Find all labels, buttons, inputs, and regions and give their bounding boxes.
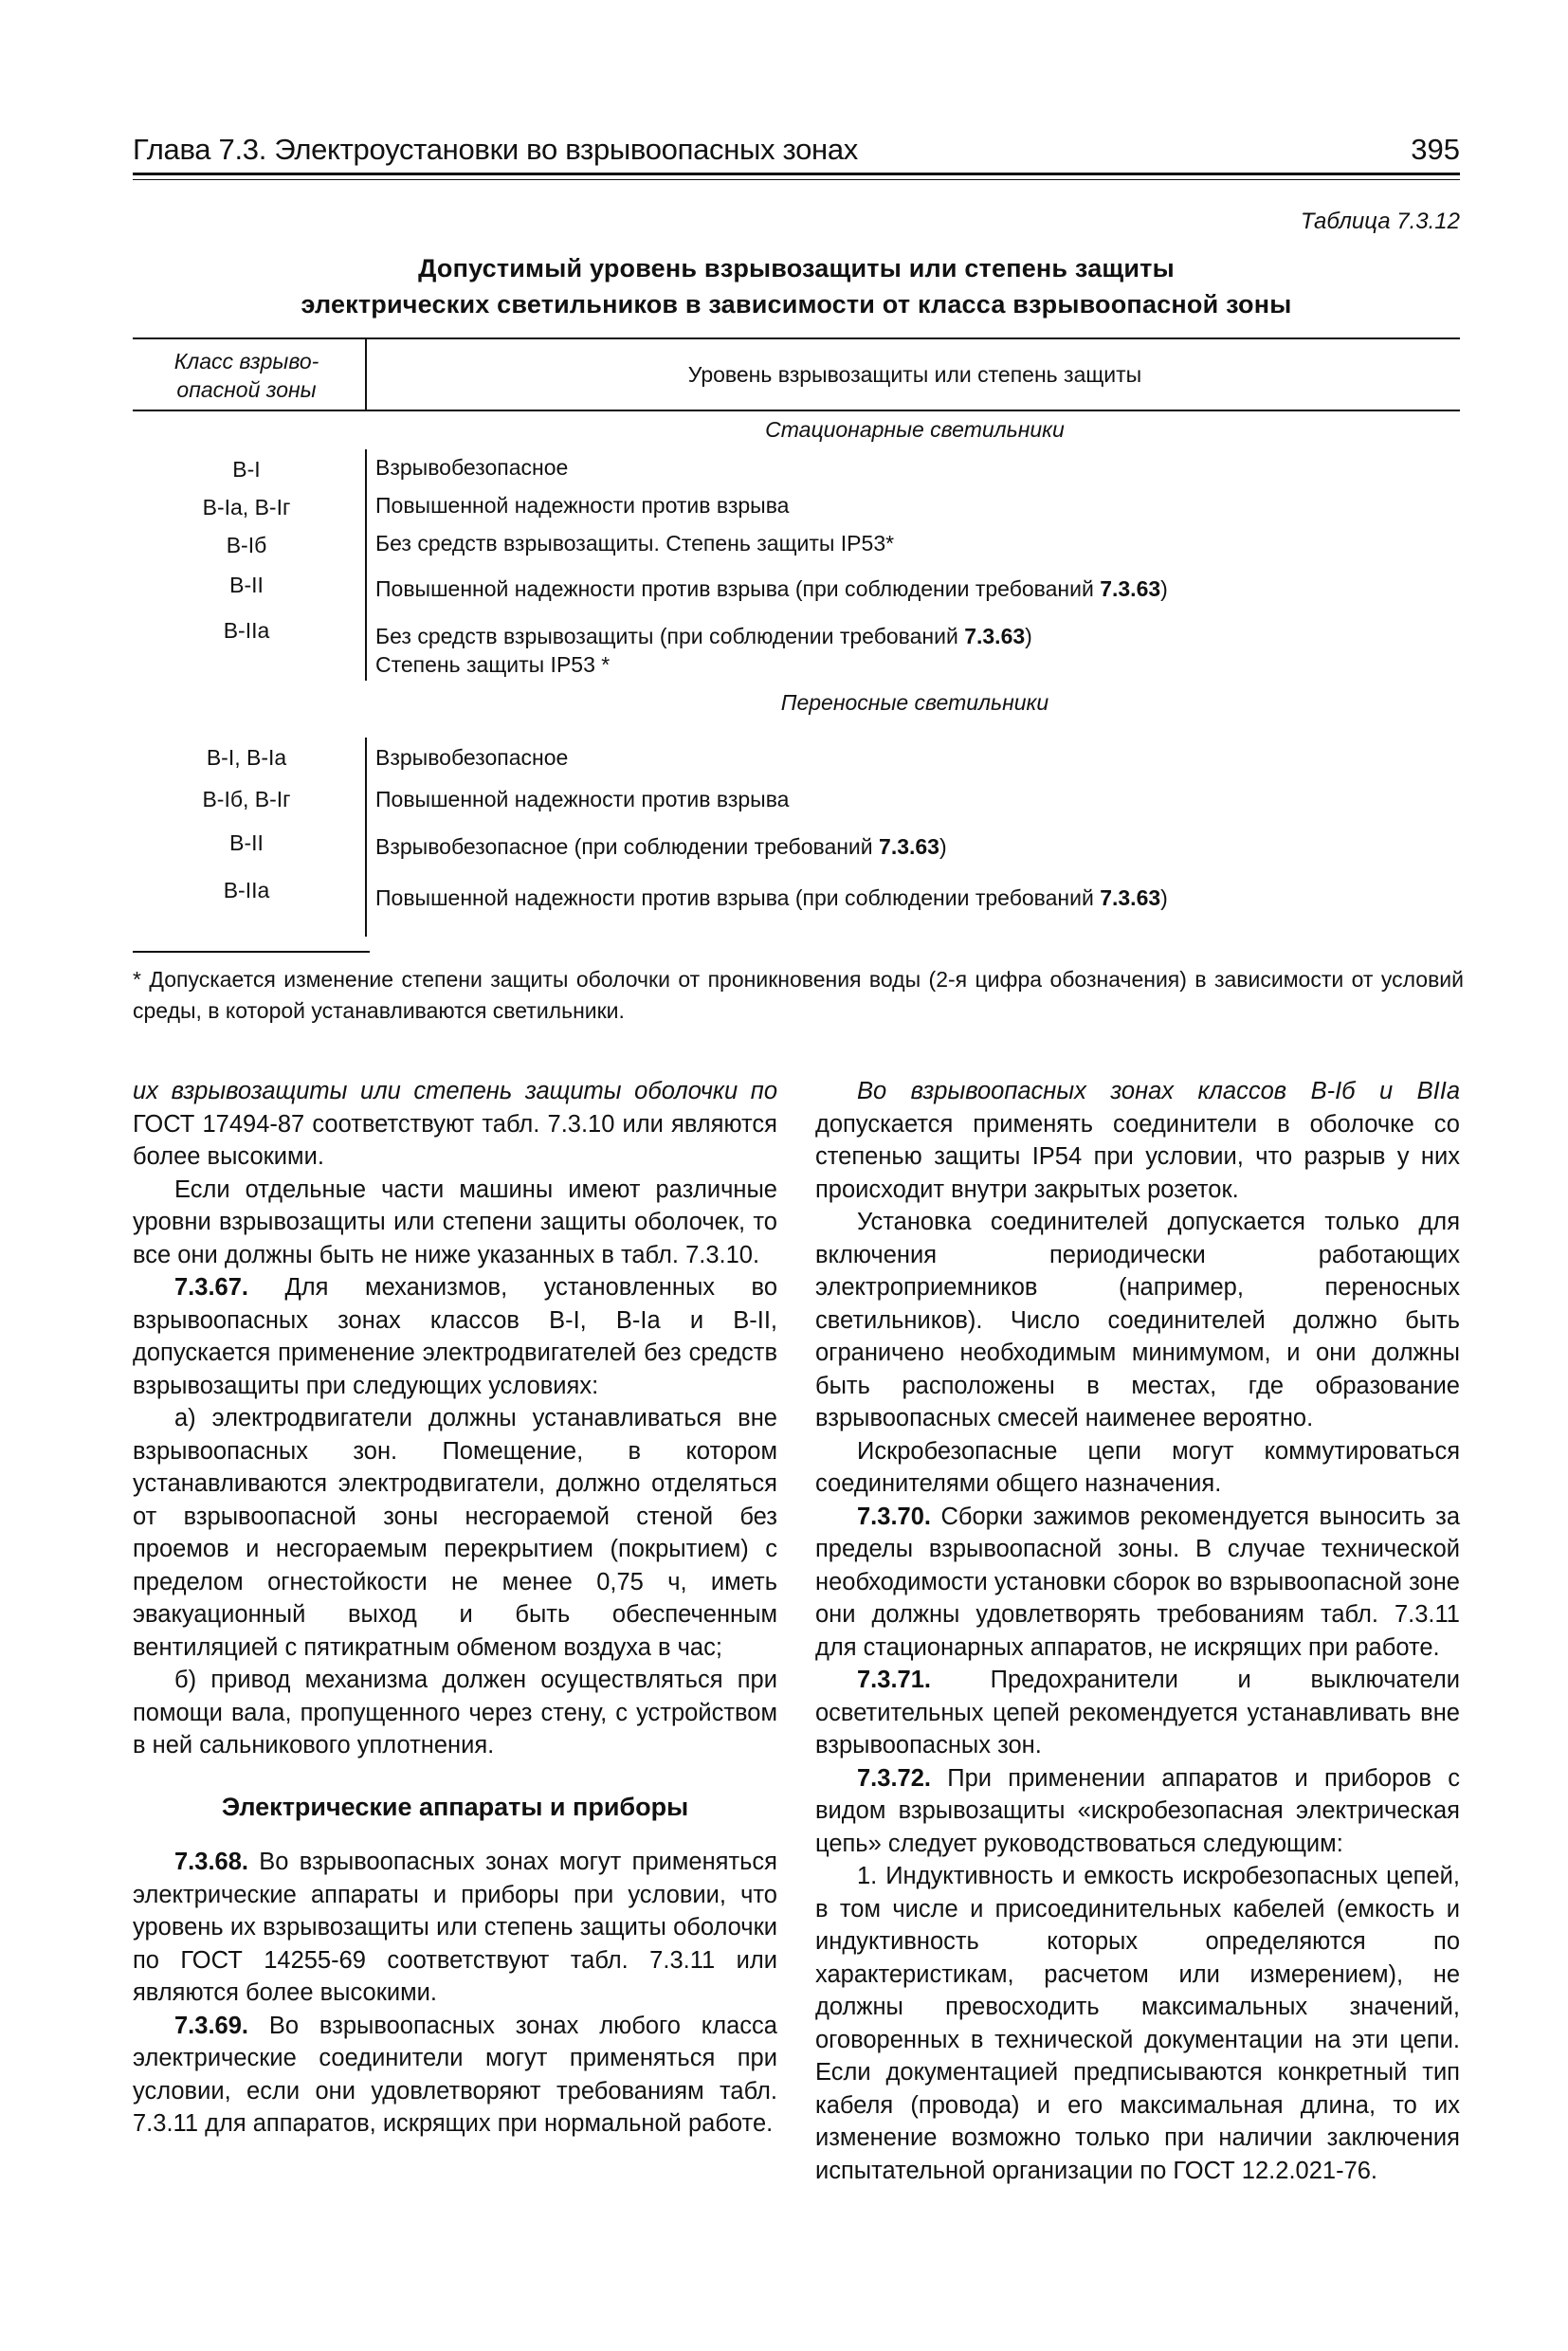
clause-number: 7.3.69. [174, 2012, 248, 2039]
table-cell-zone: В-IIа [223, 878, 270, 902]
header-rule [133, 173, 1460, 175]
table-footnote: * Допускается изменение степени защиты оболочки от проникновения воды (2-я цифра обозначения) в зависимости от условий среды, в которой устанавливаются светильники. [133, 967, 1464, 1023]
cell-text: Степень защиты IP53 * [375, 652, 611, 677]
chapter-title: Глава 7.3. Электроустановки во взрывоопасных зонах [133, 133, 858, 166]
paragraph-text: допускается применять соединители в оболочке со степенью защиты IP54 при условии, что разрыв у них происходит внутри закрытых розеток. [815, 1110, 1460, 1203]
clause-number: 7.3.70. [857, 1503, 931, 1530]
table-cell-level: Взрывобезопасное [375, 455, 569, 480]
table-cell-level: Повышенной надежности против взрыва [375, 787, 790, 811]
paragraph: Если отдельные части машины имеют различные уровни взрывозащиты или степени защиты оболочек, то все они должны быть не ниже указанных в табл. 7.3.10. [133, 1176, 777, 1268]
header-rule-thin [133, 179, 1460, 180]
paragraph [133, 2010, 777, 2141]
paragraph-text: При применении аппаратов и приборов с видом взрывозащиты «искробезопасная электрическая цепь» следует руководствоваться следующим: [815, 1764, 1460, 1857]
table-number: Таблица 7.3.12 [1300, 209, 1460, 234]
clause-number: 7.3.67. [174, 1274, 248, 1301]
paragraph [133, 1271, 777, 1402]
table-cell-level [375, 622, 1456, 679]
cell-text: ) [1025, 624, 1032, 648]
header-column-divider [365, 337, 367, 410]
protection-table [133, 337, 1460, 937]
paragraph [133, 1075, 777, 1174]
table-cell-level: Повышенной надежности против взрыва [375, 493, 790, 518]
column-header-zone-class [133, 347, 360, 404]
paragraph [815, 1762, 1460, 1861]
paragraph: а) электродвигатели должны устанавливаться вне взрывоопасных зон. Помещение, в котором устанавливаются электродвигатели, должно отделяться от взрывоопасной зоны несгораемой стеной без проемов и несгораемым перекрытием (покрытием) с пределом огнестойкости не менее 0,75 ч, иметь эвакуационный выход и быть обеспеченным вентиляцией с пятикратным обменом воздуха в час; [133, 1405, 777, 1661]
paragraph: 1. Индуктивность и емкость искробезопасных цепей, в том числе и присоединительных кабелей (емкость и индуктивность которых определяются по характеристикам, расчетом или измерением), не должны превосходить максимальных значений, оговоренных в технической документации на эти цепи. Если документацией предписываются конкретный тип кабеля (провода) и его максимальная длина, то их изменение возможно только при наличии заключения испытательной организации по ГОСТ 12.2.021-76. [815, 1863, 1460, 2184]
cell-text: ) [1160, 576, 1168, 601]
table-cell-level: Взрывобезопасное [375, 745, 569, 770]
cell-text: ) [1160, 885, 1168, 910]
clause-reference: 7.3.63 [879, 834, 939, 859]
right-text-column [815, 1075, 1460, 2187]
paragraph [815, 1501, 1460, 1665]
clause-reference: 7.3.63 [1100, 885, 1161, 910]
table-cell-zone: В-Iа, В-Iг [202, 495, 291, 519]
paragraph: Установка соединителей допускается только для включения периодически работающих электроприемников (например, переносных светильников). Число соединителей должно быть ограничено необходимым минимумом, и они должны быть расположены в местах, где образование взрывоопасных смесей наименее вероятно. [815, 1209, 1460, 1431]
cell-text: Повышенной надежности против взрыва (при соблюдении требований [375, 885, 1101, 910]
section2-column-divider [365, 738, 367, 937]
paragraph-text: ГОСТ 17494-87 соответствуют табл. 7.3.10 или являются более высокими. [133, 1110, 777, 1170]
table-cell-level [375, 574, 1456, 603]
paragraph: б) привод механизма должен осуществляться при помощи вала, пропущенного через стену, с устройством в ней сальникового уплотнения. [133, 1667, 777, 1759]
cell-text: Без средств взрывозащиты (при соблюдении требований [375, 624, 965, 648]
paragraph: Искробезопасные цепи могут коммутироваться соединителями общего назначения. [815, 1437, 1460, 1497]
paragraph [815, 1075, 1460, 1206]
table-cell-zone: В-II [229, 573, 264, 597]
section-stationary-lamps: Стационарные светильники [765, 417, 1065, 442]
clause-reference: 7.3.63 [1100, 576, 1161, 601]
clause-number: 7.3.71. [857, 1667, 931, 1693]
cell-text: Повышенной надежности против взрыва (при соблюдении требований [375, 576, 1101, 601]
section1-column-divider [365, 449, 367, 681]
table-cell-zone: В-IIа [223, 618, 270, 643]
table-title-line1: Допустимый уровень взрывозащиты или степень защиты [418, 254, 1175, 282]
italic-text: Во взрывоопасных зонах классов В-Iб и ВIIа [857, 1078, 1460, 1104]
page-number: 395 [1411, 133, 1460, 166]
footnote-rule [133, 951, 370, 953]
paragraph-text: Предохранители и выключатели осветительных цепей рекомендуется устанавливать вне взрывоопасных зон. [815, 1667, 1460, 1759]
table-title-line2: электрических светильников в зависимости от класса взрывоопасной зоны [301, 290, 1292, 319]
italic-text: их взрывозащиты или степень защиты оболочки по [133, 1078, 777, 1104]
paragraph-text: Для механизмов, установленных во взрывоопасных зонах классов В-I, В-Iа и В-II, допускается применение электродвигателей без средств взрывозащиты при следующих условиях: [133, 1274, 777, 1399]
paragraph [815, 1664, 1460, 1762]
left-text-column [133, 1075, 777, 2141]
column-header-protection-level: Уровень взрывозащиты или степень защиты [687, 362, 1142, 387]
table-cell-level: Без средств взрывозащиты. Степень защиты IP53* [375, 531, 895, 556]
paragraph-text: Во взрывоопасных зонах могут применяться электрические аппараты и приборы при условии, что уровень их взрывозащиты или степень защиты оболочки по ГОСТ 14255-69 соответствуют табл. 7.3.11 или являются более высокими. [133, 1849, 777, 2006]
paragraph-text: Во взрывоопасных зонах любого класса электрические соединители могут применяться при условии, если они удовлетворяют требованиям табл. 7.3.11 для аппаратов, искрящих при нормальной работе. [133, 2012, 777, 2137]
clause-reference: 7.3.63 [964, 624, 1026, 648]
table-cell-zone: В-II [229, 830, 264, 855]
table-top-rule [133, 337, 1460, 339]
table-cell-zone: В-I [232, 457, 261, 482]
section-portable-lamps: Переносные светильники [780, 690, 1049, 715]
table-cell-zone: В-Iб [226, 533, 267, 557]
section-heading: Электрические аппараты и приборы [221, 1792, 689, 1821]
clause-number: 7.3.72. [857, 1764, 931, 1792]
clause-number: 7.3.68. [174, 1849, 248, 1875]
table-cell-level [375, 832, 1456, 861]
cell-text: Взрывобезопасное (при соблюдении требований [375, 834, 880, 859]
table-cell-level [375, 884, 1456, 912]
header-bottom-rule [133, 410, 1460, 411]
column-header-zone-line1: Класс взрыво- [173, 349, 319, 374]
column-header-zone-line2: опасной зоны [176, 377, 317, 402]
table-cell-zone: В-Iб, В-Iг [202, 787, 291, 811]
paragraph [133, 1846, 777, 2010]
cell-text: ) [939, 834, 947, 859]
paragraph-text: Сборки зажимов рекомендуется выносить за пределы взрывоопасной зоны. В случае технической необходимости установки сборок во взрывоопасной зоне они должны удовлетворять требованиям табл. 7.3.11 для стационарных аппаратов, не искрящих при работе. [815, 1503, 1460, 1661]
table-cell-zone: В-I, В-Iа [206, 745, 287, 770]
